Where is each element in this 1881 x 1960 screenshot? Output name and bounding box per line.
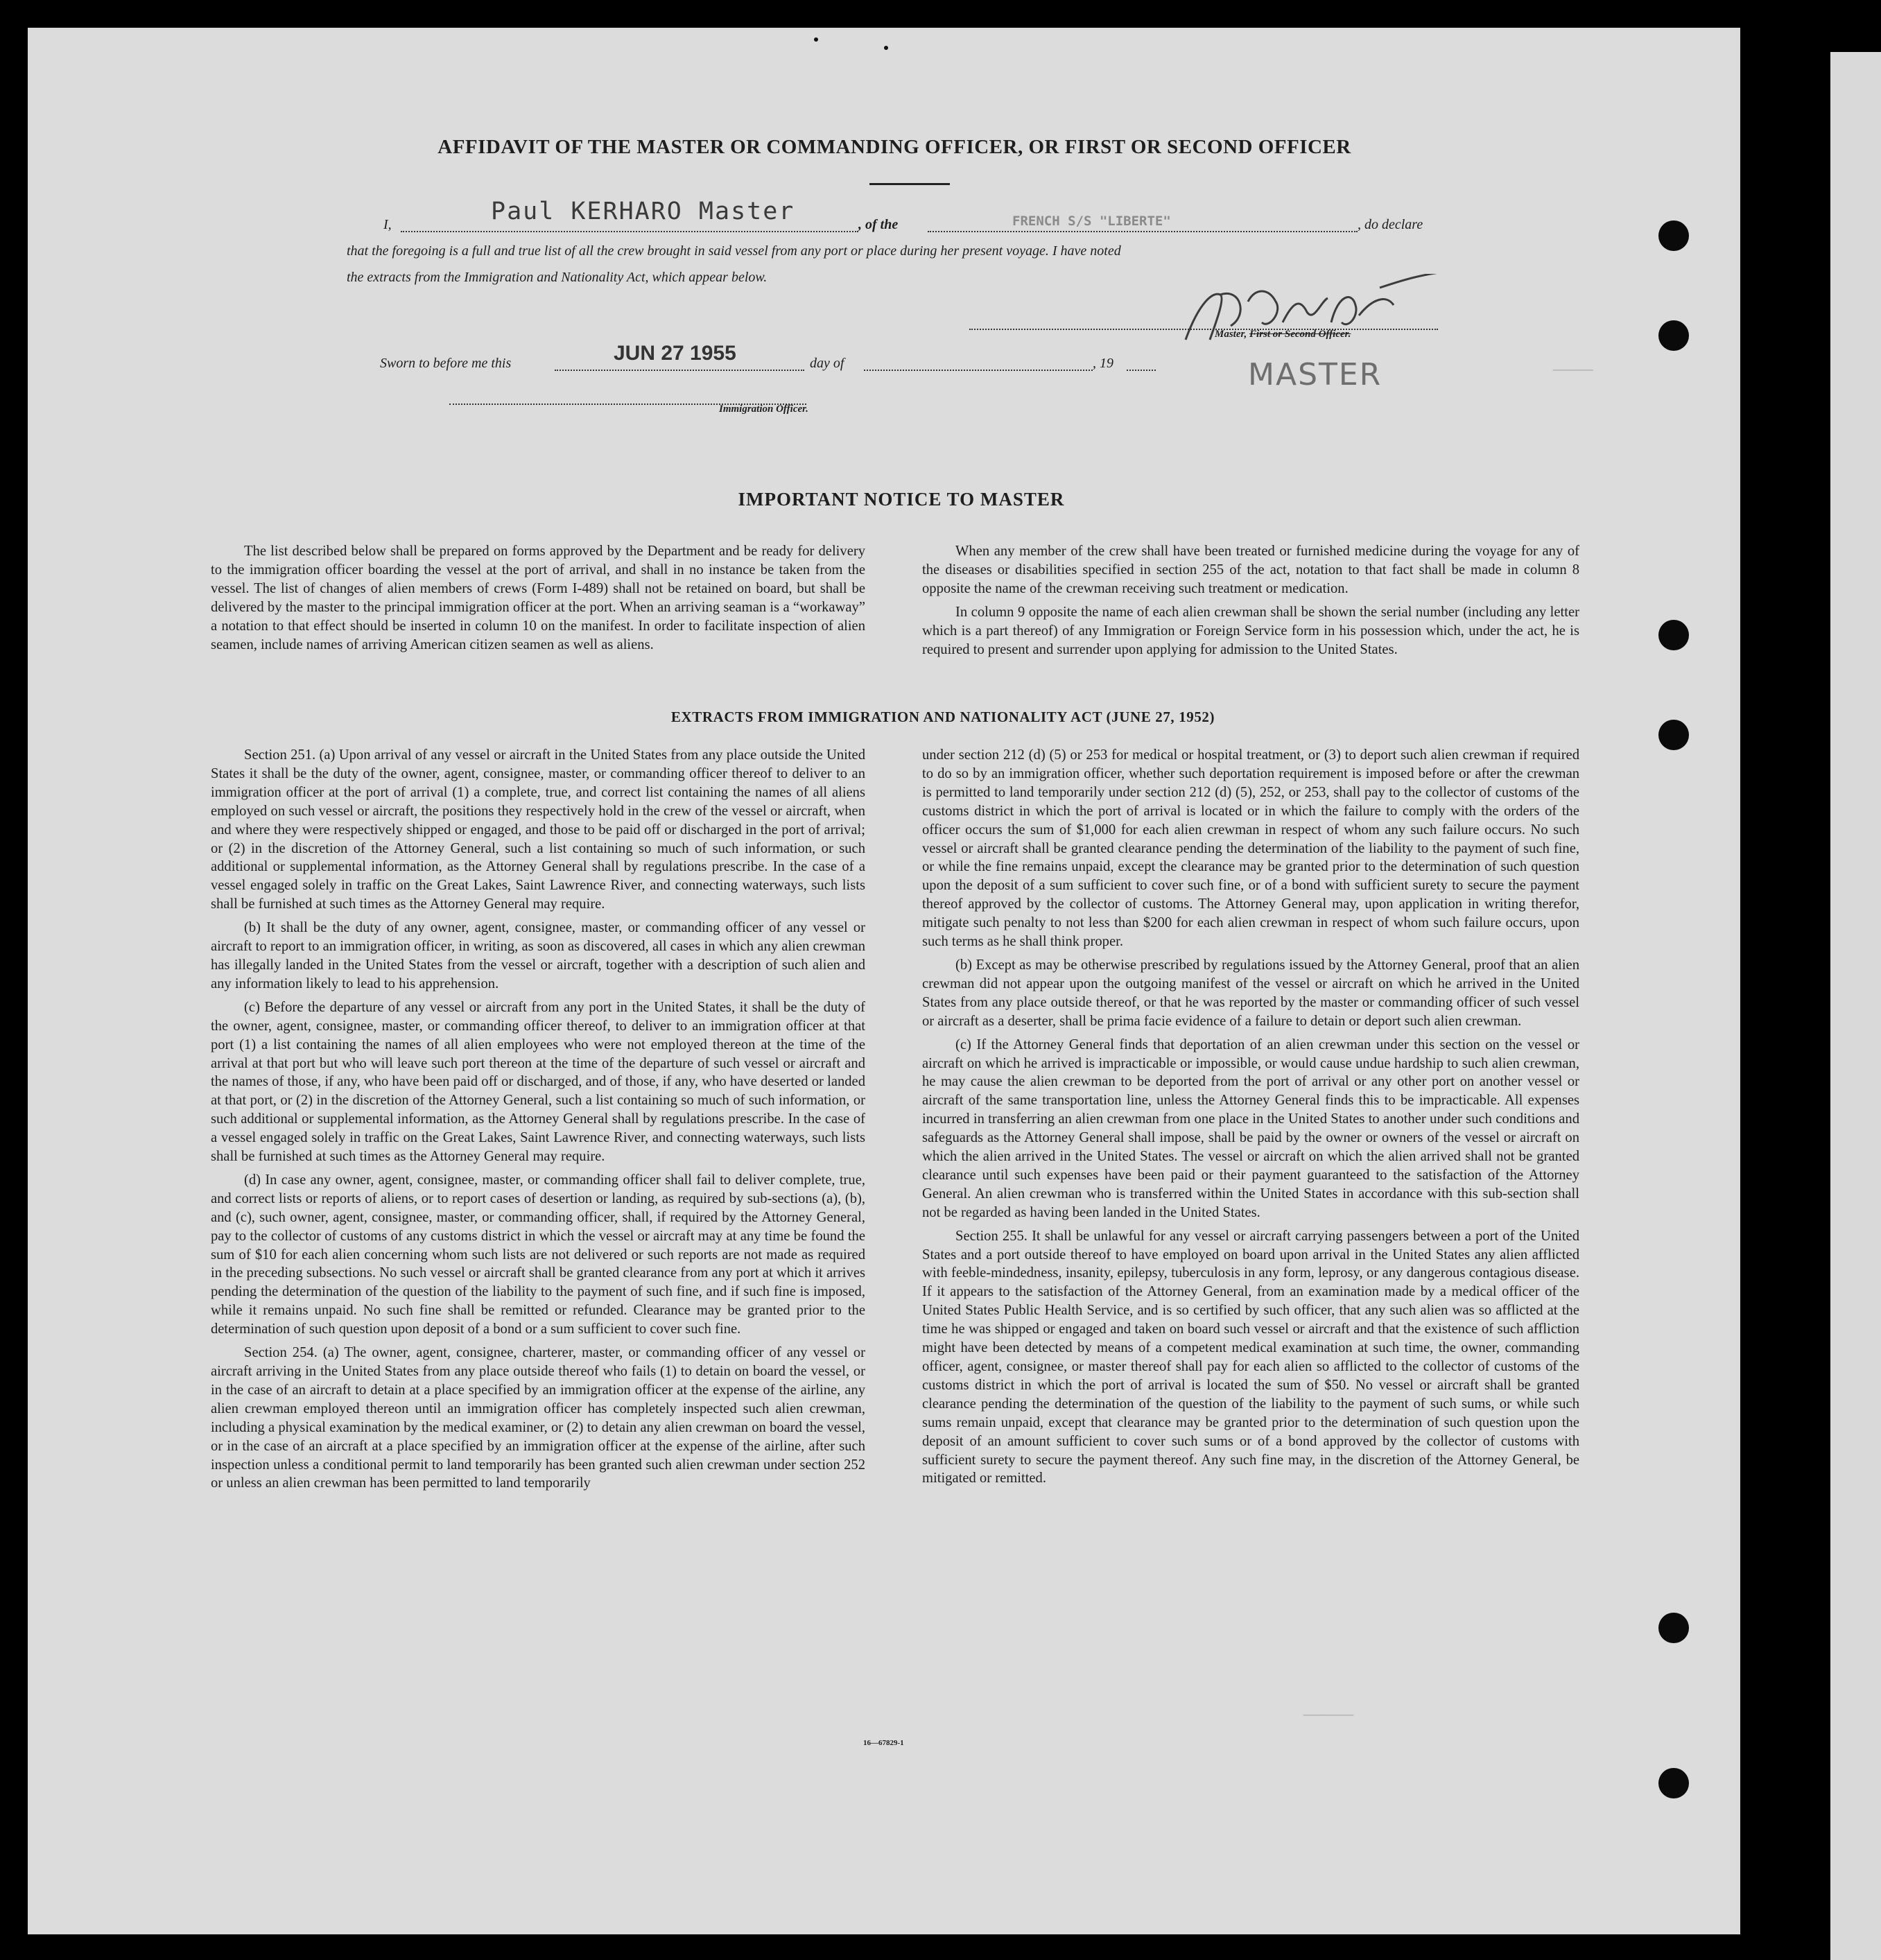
signature-line — [969, 329, 1438, 330]
binder-hole — [1658, 620, 1689, 650]
master-signature — [1172, 274, 1470, 354]
vessel-name-typed: FRENCH S/S "LIBERTE" — [1012, 214, 1171, 229]
section-251a: Section 251. (a) Upon arrival of any vessel or aircraft in the United States from any place outside the United States it shall be the duty of the owner, agent, consignee, master, or commanding officer thereof to deliver to an immigration officer at the port of arrival (1) a complete, true, and correct list containing the names of all aliens employed on such vessel or aircraft, the positions they respectively hold in the crew of the vessel or aircraft, when and where they were respectively shipped or engaged, and those to be paid off or discharged in the port of arrival; or (2) in the discretion of the Attorney General, such a list containing so much of such information, or such additional or supplemental information, as the Attorney General shall by regulations prescribe. In the case of a vessel engaged solely in traffic on the Great Lakes, Saint Lawrence River, and connecting waterways, such lists shall be furnished at such times as the Attorney General may require. — [211, 747, 865, 912]
master-stamp: MASTER — [1248, 357, 1382, 392]
notice-right-column — [922, 542, 1579, 659]
bleed-through-text: ───── — [1303, 1706, 1354, 1725]
section-254c: (c) If the Attorney General finds that deportation of an alien crewman under this section on the vessel or aircraft on which he arrived is impracticable or impossible, or would cause undue hardship to such alien crewman, he may cause the alien crewman to be deported from the port of arrival or any other port on another vessel or aircraft of the same transportation line, unless the Attorney General finds this to be impracticable. All expenses incurred in transferring an alien crewman from one place in the United States to another under such conditions and safeguards as the Attorney General shall impose, shall be paid by the owner or owners of the vessel or aircraft on which the alien arrived in the United States. The vessel or aircraft on which the alien arrived shall not be granted clearance until such expenses have been paid or their payment guaranteed to the satisfaction of the Attorney General. An alien crewman who is transferred within the United States in accordance with this sub-section shall not be regarded as having been landed in the United States. — [922, 1037, 1579, 1220]
affidavit-title: AFFIDAVIT OF THE MASTER OR COMMANDING OFFICER, OR FIRST OR SECOND OFFICER — [437, 136, 1351, 158]
day-of-label: day of — [810, 356, 844, 371]
year-label: , 19 — [1093, 356, 1113, 371]
declaration-line-2: the extracts from the Immigration and Nationality Act, which appear below. — [347, 270, 768, 285]
extracts-right-column — [922, 746, 1579, 1488]
binder-hole — [1658, 720, 1689, 750]
notice-left-column — [211, 542, 865, 654]
bleed-through-text: ──── — [1553, 361, 1593, 380]
notice-left-paragraph: The list described below shall be prepared on forms approved by the Department and be ready for delivery to the immigration officer boarding the vessel at the port of arrival, and shall in no instance be taken from the vessel. The list of changes of alien members of crews (Form I-489) shall not be retained on board, but shall be delivered by the master to the principal immigration officer at the port. When an arriving seaman is a “workaway” a notation to that effect should be inserted in column 10 on the manifest. In order to facilitate inspection of alien seamen, include names of arriving American citizen seamen as well as aliens. — [211, 544, 865, 652]
binder-hole — [1658, 220, 1689, 251]
section-254a: Section 254. (a) The owner, agent, consignee, charterer, master, or commanding officer of any vessel or aircraft arriving in the United States from any place outside thereof who fails (1) to detain on board the vessel, or in the case of an aircraft to detain at a place specified by an immigration officer at the expense of the airline, any alien crewman employed thereon until an immigration officer has completely inspected such alien crewman, including a physical examination by the medical examiner, or (2) to detain any alien crewman on board the vessel, or in the case of an aircraft at a place specified by an immigration officer at the expense of the airline, after such inspection unless a conditional permit to land temporarily has been granted such alien crewman under section 252 or unless an alien crewman has been permitted to land temporarily — [211, 1345, 865, 1491]
adjacent-page-edge — [1830, 52, 1881, 1960]
officer-caption: Immigration Officer. — [719, 404, 808, 415]
vessel-line — [928, 231, 1358, 232]
notice-right-paragraph-2: In column 9 opposite the name of each alien crewman shall be shown the serial number (including any letter which is a part thereof) of any Immigration or Foreign Service form in his possession which, under the act, he is required to present and surrender upon applying for admission to the United States. — [922, 604, 1579, 657]
sworn-label: Sworn to before me this — [380, 356, 512, 371]
notice-title: IMPORTANT NOTICE TO MASTER — [738, 489, 1065, 510]
declaration-line-1: that the foregoing is a full and true list of all the crew brought in said vessel from any port or place during her present voyage. I have noted — [347, 243, 1121, 259]
extracts-title: EXTRACTS FROM IMMIGRATION AND NATIONALITY ACT (JUNE 27, 1952) — [670, 709, 1215, 725]
binder-hole — [1658, 1768, 1689, 1798]
speck — [814, 37, 818, 42]
extracts-left-column — [211, 746, 865, 1493]
section-251c: (c) Before the departure of any vessel or aircraft from any port in the United States, it shall be the duty of the owner, agent, consignee, master, or commanding officer thereof, to deliver to an immigration officer at that port (1) a list containing the names of all alien employees who were not employed thereon at the time of the arrival at that port but who will leave such port thereon at the time of the departure of such vessel or aircraft and the names of those, if any, who have been paid off or discharged, and of those, if any, who have deserted or landed at that port, or (2) in the discretion of the Attorney General, such a list containing so much of such information, or such additional or supplemental information, as the Attorney General shall by regulations prescribe. In the case of a vessel engaged solely in traffic on the Great Lakes, Saint Lawrence River, and connecting waterways, such lists shall be furnished at such times as the Attorney General may require. — [211, 999, 865, 1165]
name-line — [401, 231, 858, 232]
sworn-date-stamp: JUN 27 1955 — [614, 342, 736, 365]
binder-hole — [1658, 320, 1689, 351]
form-number: 16—67829-1 — [863, 1739, 904, 1747]
section-255: Section 255. It shall be unlawful for any vessel or aircraft carrying passengers between a port of the United States and a port outside thereof to have employed on board upon arrival in the United States any alien afflicted with feeble-mindedness, insanity, epilepsy, tuberculosis in any form, leprosy, or any dangerous contagious disease. If it appears to the satisfaction of the Attorney General, from an examination made by a medical officer of the United States Public Health Service, and is so certified by such officer, that any such alien was so afflicted at the time he was shipped or engaged and taken on board such vessel or aircraft and that the existence of such affliction might have been detected by means of a competent medical examination at such time, the owner, commanding officer, agent, consignee, or master thereof shall pay for each alien so afflicted to the collector of customs of the customs district in which the port of arrival is located the sum of $50. No vessel or aircraft shall be granted clearance pending the determination of the question of the liability to the payment of such sums, or while such sums remain unpaid, except that clearance may be granted prior to the determination of such question upon the deposit of an amount sufficient to cover such sums or of a bond approved by the collector of customs with sufficient surety to secure the payment thereof. Any such fine may, in the discretion of the Attorney General, be mitigated or remitted. — [922, 1228, 1579, 1486]
do-declare-label: , do declare — [1358, 217, 1423, 232]
master-caption-label: Master, — [1215, 329, 1247, 340]
sworn-date-line — [555, 370, 804, 371]
section-254b: (b) Except as may be otherwise prescribed by regulations issued by the Attorney General, proof that an alien crewman did not appear upon the outgoing manifest of the vessel or aircraft on which he arrived in the United States from any place outside thereof, or that he was reported by the master or commanding officer of such vessel or aircraft as a deserter, shall be prima facie evidence of a failure to detain or deport such alien crewman. — [922, 957, 1579, 1029]
of-the-label: , of the — [858, 217, 899, 232]
speck — [884, 46, 888, 50]
section-251b: (b) It shall be the duty of any owner, agent, consignee, master, or commanding officer of any vessel or aircraft to report to an immigration officer, in writing, as soon as discovered, all cases in which any alien crewman has illegally landed in the United States from the vessel or aircraft, together with a description of such alien and any information likely to lead to his apprehension. — [211, 920, 865, 991]
struck-officer-caption: First or Second Officer. — [1249, 329, 1351, 340]
master-caption — [1215, 327, 1351, 341]
title-rule — [869, 183, 950, 185]
notice-right-paragraph-1: When any member of the crew shall have been treated or furnished medicine during the voyage for any of the diseases or disabilities specified in section 255 of the act, notation to that fact shall be made in column 8 opposite the name of the crewman receiving such treatment or medication. — [922, 544, 1579, 596]
month-line — [864, 370, 1093, 371]
section-254a-continued: under section 212 (d) (5) or 253 for medical or hospital treatment, or (3) to deport such alien crewman if required to do so by an immigration officer, whether such deportation requirement is imposed before or after the crewman is permitted to land temporarily under section 212 (d) (5), 252, or 253, shall pay to the collector of customs of the customs district in which the port of arrival is located or in which the failure to comply with the orders of the officer occurs the sum of $1,000 for each alien crewman in respect of whom any such failure occurs. No such vessel or aircraft shall be granted clearance pending the determination of the liability to the payment of such fine, or while the fine remains unpaid, except the clearance may be granted prior to the determination of such question upon the deposit of a sum sufficient to cover such fine, or of a bond with sufficient surety to secure the payment thereof approved by the collector of customs. The Attorney General may, upon application in writing therefor, mitigate such penalty to not less than $200 for each alien crewman in respect of whom such failure occurs, upon such terms as he shall think proper. — [922, 747, 1579, 950]
master-name-typed: Paul KERHARO Master — [491, 198, 795, 225]
section-251d: (d) In case any owner, agent, consignee, master, or commanding officer shall fail to deliver complete, true, and correct lists or reports of aliens, or to report cases of desertion or landing, as required by sub-sections (a), (b), and (c), such owner, agent, consignee, master, or commanding officer, shall, if required by the Attorney General, pay to the collector of customs of any customs district in which the vessel or aircraft may at any time be found the sum of $10 for each alien concerning whom such lists are not delivered or such reports are not made as required in the preceding subsections. No such vessel or aircraft shall be granted clearance from any port at which it arrives pending the determination of the question of the liability to the payment of such fine, and if such fine is imposed, while it remains unpaid. No such fine shall be remitted or refunded. Clearance may be granted prior to the determination of such question upon deposit of a bond or a sum sufficient to cover such fine. — [211, 1172, 865, 1337]
i-label: I, — [383, 217, 392, 232]
binder-hole — [1658, 1613, 1689, 1643]
year-line — [1127, 370, 1156, 371]
